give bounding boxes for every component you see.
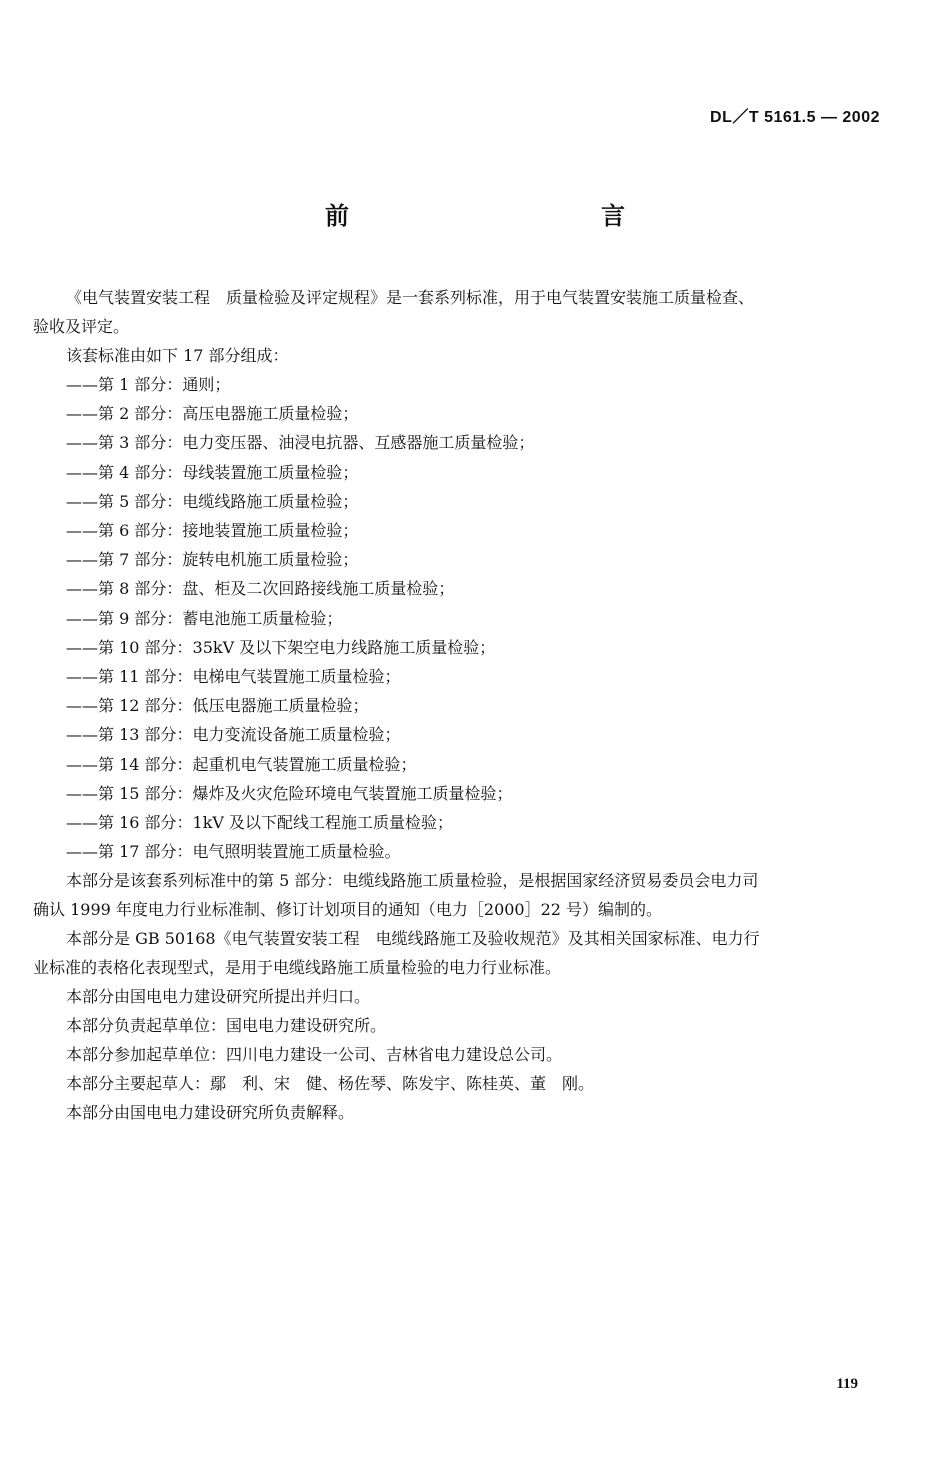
paragraph-gb-line-2: 业标准的表格化表现型式，是用于电缆线路施工质量检验的电力行业标准。 bbox=[33, 958, 562, 978]
list-item: ——第 7 部分：旋转电机施工质量检验； bbox=[66, 550, 359, 570]
paragraph-part5-line-1: 本部分是该套系列标准中的第 5 部分：电缆线路施工质量检验，是根据国家经济贸易委员会电力司 bbox=[66, 871, 759, 891]
list-item: ——第 3 部分：电力变压器、油浸电抗器、互感器施工质量检验； bbox=[66, 433, 535, 453]
foreword-body bbox=[33, 283, 885, 1127]
paragraph-lead-drafter: 本部分负责起草单位：国电电力建设研究所。 bbox=[66, 1016, 387, 1036]
list-item: ——第 11 部分：电梯电气装置施工质量检验； bbox=[66, 667, 401, 687]
list-item: ——第 1 部分：通则； bbox=[66, 375, 231, 394]
intro-line-2: 验收及评定。 bbox=[33, 317, 130, 336]
list-item: ——第 13 部分：电力变流设备施工质量检验； bbox=[66, 725, 401, 745]
list-item: ——第 10 部分：35kV 及以下架空电力线路施工质量检验； bbox=[66, 637, 496, 657]
paragraph-gb-line-1: 本部分是 GB 50168《电气装置安装工程 电缆线路施工及验收规范》及其相关国家标准、电力行 bbox=[66, 929, 760, 949]
page-title: 前 言 bbox=[325, 202, 693, 230]
list-item: ——第 8 部分：盘、柜及二次回路接线施工质量检验； bbox=[66, 579, 455, 599]
paragraph-participating-drafters: 本部分参加起草单位：四川电力建设一公司、吉林省电力建设总公司。 bbox=[66, 1045, 563, 1065]
paragraph-proposer: 本部分由国电电力建设研究所提出并归口。 bbox=[66, 987, 371, 1007]
standard-code-header: DL／T 5161.5 — 2002 bbox=[710, 109, 880, 126]
list-item: ——第 17 部分：电气照明装置施工质量检验。 bbox=[66, 842, 401, 862]
paragraph-part5-line-2: 确认 1999 年度电力行业标准制、修订计划项目的通知（电力［2000］22 号）编制的。 bbox=[33, 900, 663, 920]
parts-list bbox=[33, 370, 885, 866]
intro-line-1: 《电气装置安装工程 质量检验及评定规程》是一套系列标准，用于电气装置安装施工质量检查、 bbox=[66, 288, 755, 307]
list-item: ——第 9 部分：蓄电池施工质量检验； bbox=[66, 608, 343, 628]
list-item: ——第 4 部分：母线装置施工质量检验； bbox=[66, 462, 359, 482]
list-item: ——第 14 部分：起重机电气装置施工质量检验； bbox=[66, 754, 417, 774]
list-item: ——第 12 部分：低压电器施工质量检验； bbox=[66, 696, 369, 716]
list-item: ——第 15 部分：爆炸及火灾危险环境电气装置施工质量检验； bbox=[66, 783, 513, 803]
list-item: ——第 16 部分：1kV 及以下配线工程施工质量检验； bbox=[66, 813, 454, 833]
list-item: ——第 6 部分：接地装置施工质量检验； bbox=[66, 521, 359, 541]
list-item: ——第 2 部分：高压电器施工质量检验； bbox=[66, 404, 359, 424]
paragraph-interpretation: 本部分由国电电力建设研究所负责解释。 bbox=[66, 1103, 355, 1123]
composition-statement: 该套标准由如下 17 部分组成： bbox=[66, 346, 289, 365]
paragraph-main-authors: 本部分主要起草人：鄢 利、宋 健、杨佐琴、陈发宇、陈桂英、董 刚。 bbox=[66, 1074, 595, 1094]
page-number: 119 bbox=[836, 1376, 858, 1392]
list-item: ——第 5 部分：电缆线路施工质量检验； bbox=[66, 491, 359, 511]
